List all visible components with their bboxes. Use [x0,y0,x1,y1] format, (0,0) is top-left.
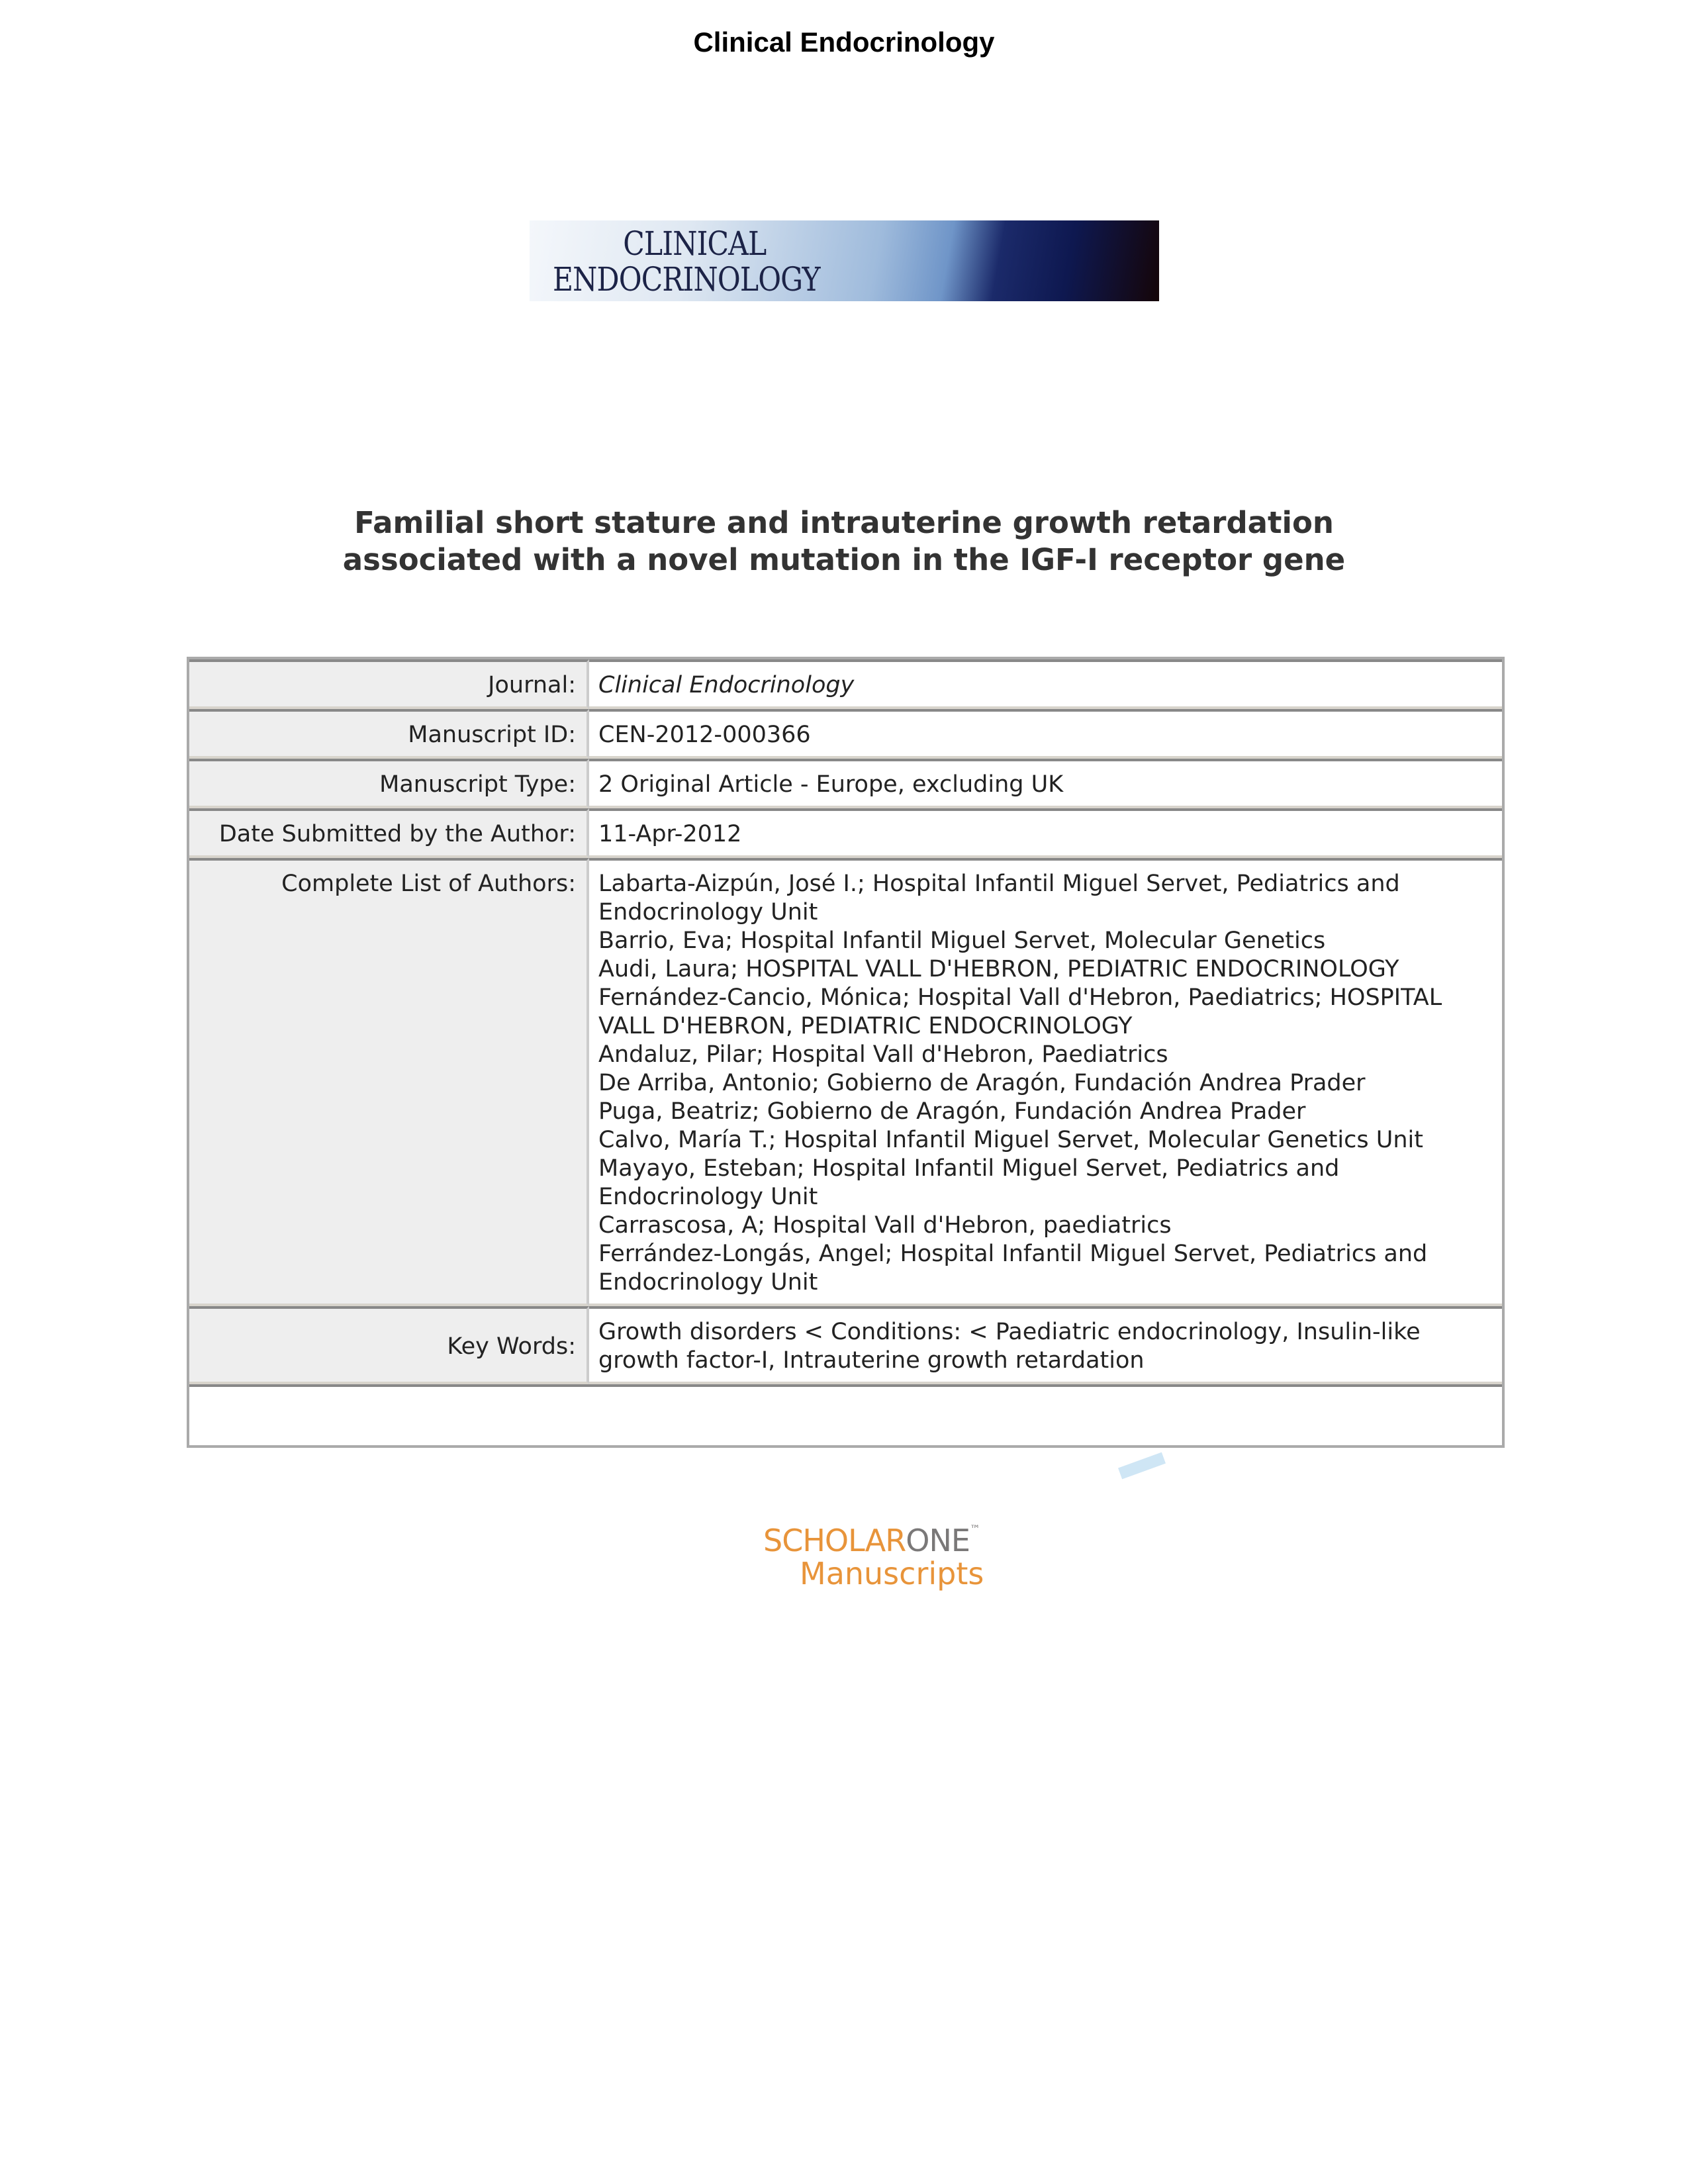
metadata-value-line: Mayayo, Esteban; Hospital Infantil Miguel Servet, Pediatrics and Endocrinology Unit [598,1155,1340,1210]
journal-logo [530,220,1159,301]
running-header: Clinical Endocrinology [693,26,995,58]
metadata-row [189,808,1502,858]
scholarone-one: ONE [906,1523,970,1558]
metadata-value-line: Ferrández-Longás, Angel; Hospital Infantil Miguel Servet, Pediatrics and Endocrinology Unit [598,1241,1428,1296]
metadata-value-line: Fernández-Cancio, Mónica; Hospital Vall d'Hebron, Paediatrics; HOSPITAL VALL D'HEBRON, PEDIATRIC ENDOCRINOLOGY [598,984,1442,1039]
metadata-value-line: Barrio, Eva; Hospital Infantil Miguel Servet, Molecular Genetics [598,927,1326,954]
metadata-row [189,659,1502,709]
logo-line-1: CLINICAL [623,224,767,263]
metadata-value-line: Audi, Laura; HOSPITAL VALL D'HEBRON, PEDIATRIC ENDOCRINOLOGY [598,956,1399,982]
metadata-value-line: 11-Apr-2012 [598,821,742,847]
metadata-value-line: De Arriba, Antonio; Gobierno de Aragón, Fundación Andrea Prader [598,1070,1366,1096]
metadata-label: Journal: [189,659,589,709]
metadata-value-line: Labarta-Aizpún, José I.; Hospital Infantil Miguel Servet, Pediatrics and Endocrinology Unit [598,871,1400,926]
metadata-value-line: Growth disorders < Conditions: < Paediatric endocrinology, Insulin-like growth factor-I, Intrauterine growth retardation [598,1319,1421,1374]
paper-title [0,504,1688,579]
metadata-value-line: 2 Original Article - Europe, excluding UK [598,771,1064,798]
metadata-label: Manuscript ID: [189,709,589,759]
logo-line-2: ENDOCRINOLOGY [553,260,820,299]
metadata-row [189,858,1502,1306]
metadata-value-line: Puga, Beatriz; Gobierno de Aragón, Fundación Andrea Prader [598,1098,1306,1125]
metadata-value-line: CEN-2012-000366 [598,722,811,748]
metadata-label: Date Submitted by the Author: [189,808,589,858]
scholarone-tm: ™ [969,1523,980,1535]
metadata-label: Manuscript Type: [189,759,589,808]
metadata-row [189,1306,1502,1384]
metadata-value-line: Clinical Endocrinology [598,672,855,698]
metadata-value [589,659,1502,709]
metadata-value-line: Carrascosa, A; Hospital Vall d'Hebron, paediatrics [598,1212,1172,1239]
metadata-value [589,808,1502,858]
watermark-mark [1118,1452,1166,1480]
metadata-value-line: Andaluz, Pilar; Hospital Vall d'Hebron, Paediatrics [598,1041,1168,1068]
scholarone-scholar: SCHOLAR [763,1523,906,1558]
scholarone-manuscripts: Manuscripts [800,1556,984,1591]
scholarone-logo [763,1523,984,1591]
metadata-value [589,709,1502,759]
metadata-row [189,709,1502,759]
metadata-value [589,759,1502,808]
metadata-value [589,1306,1502,1384]
manuscript-metadata-table [187,657,1505,1448]
paper-title-line-2: associated with a novel mutation in the IGF-I receptor gene [342,542,1346,577]
metadata-label: Key Words: [189,1306,589,1384]
metadata-row [189,759,1502,808]
metadata-label: Complete List of Authors: [189,858,589,1306]
paper-title-line-1: Familial short stature and intrauterine growth retardation [354,505,1334,540]
empty-row [189,1384,1502,1445]
metadata-value [589,858,1502,1306]
metadata-value-line: Calvo, María T.; Hospital Infantil Miguel Servet, Molecular Genetics Unit [598,1127,1423,1153]
